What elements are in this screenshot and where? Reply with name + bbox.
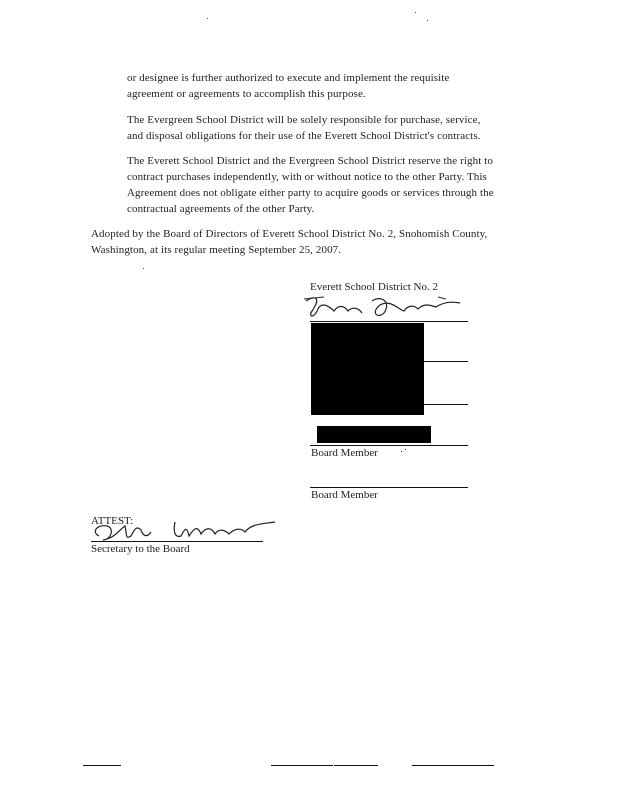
paragraph-designee [127, 70, 547, 102]
signature-line-member-1 [310, 445, 468, 446]
scan-speck [427, 20, 428, 21]
footer-initial-line [83, 765, 121, 766]
paragraph-reserve-right [127, 153, 547, 217]
president-signature [300, 291, 472, 325]
scan-speck [405, 449, 406, 450]
paragraph-line: contract purchases independently, with or without notice to the other Party. This [127, 171, 487, 183]
signature-line-member-b [424, 404, 468, 405]
paragraph-line: The Evergreen School District will be solely responsible for purchase, service, [127, 114, 481, 126]
attest-label: ATTEST: [91, 515, 134, 527]
signature-line-secretary [91, 541, 263, 542]
board-member-label: Board Member [311, 447, 378, 459]
scan-speck [401, 451, 402, 452]
paragraph-line: and disposal obligations for their use of the Everett School District's contracts. [127, 130, 481, 142]
paragraph-line: Agreement does not obligate either party to acquire goods or services through the [127, 187, 494, 199]
scan-speck [415, 12, 416, 13]
paragraph-line: Washington, at its regular meeting September 25, 2007. [91, 244, 342, 256]
redacted-signature-member [317, 426, 431, 443]
scan-speck [143, 268, 144, 269]
footer-initial-line [334, 765, 378, 766]
footer-initial-line [412, 765, 494, 766]
paragraph-line: or designee is further authorized to execute and implement the requisite [127, 72, 450, 84]
footer-initial-line [271, 765, 333, 766]
secretary-label: Secretary to the Board [91, 543, 190, 555]
board-member-label: Board Member [311, 489, 378, 501]
redacted-signatures-block [311, 323, 424, 415]
paragraph-adopted [91, 226, 551, 258]
signature-line-president [310, 321, 468, 322]
signature-line-member-a [424, 361, 468, 362]
paragraph-line: The Everett School District and the Evergreen School District reserve the right to [127, 155, 494, 167]
paragraph-line: Adopted by the Board of Directors of Everett School District No. 2, Snohomish County, [91, 228, 488, 240]
signature-line-member-2 [310, 487, 468, 488]
paragraph-line: agreement or agreements to accomplish this purpose. [127, 88, 366, 100]
paragraph-line: contractual agreements of the other Party. [127, 203, 315, 215]
district-name-label: Everett School District No. 2 [310, 281, 439, 293]
scan-speck [207, 18, 208, 19]
paragraph-evergreen-responsibility [127, 112, 547, 144]
